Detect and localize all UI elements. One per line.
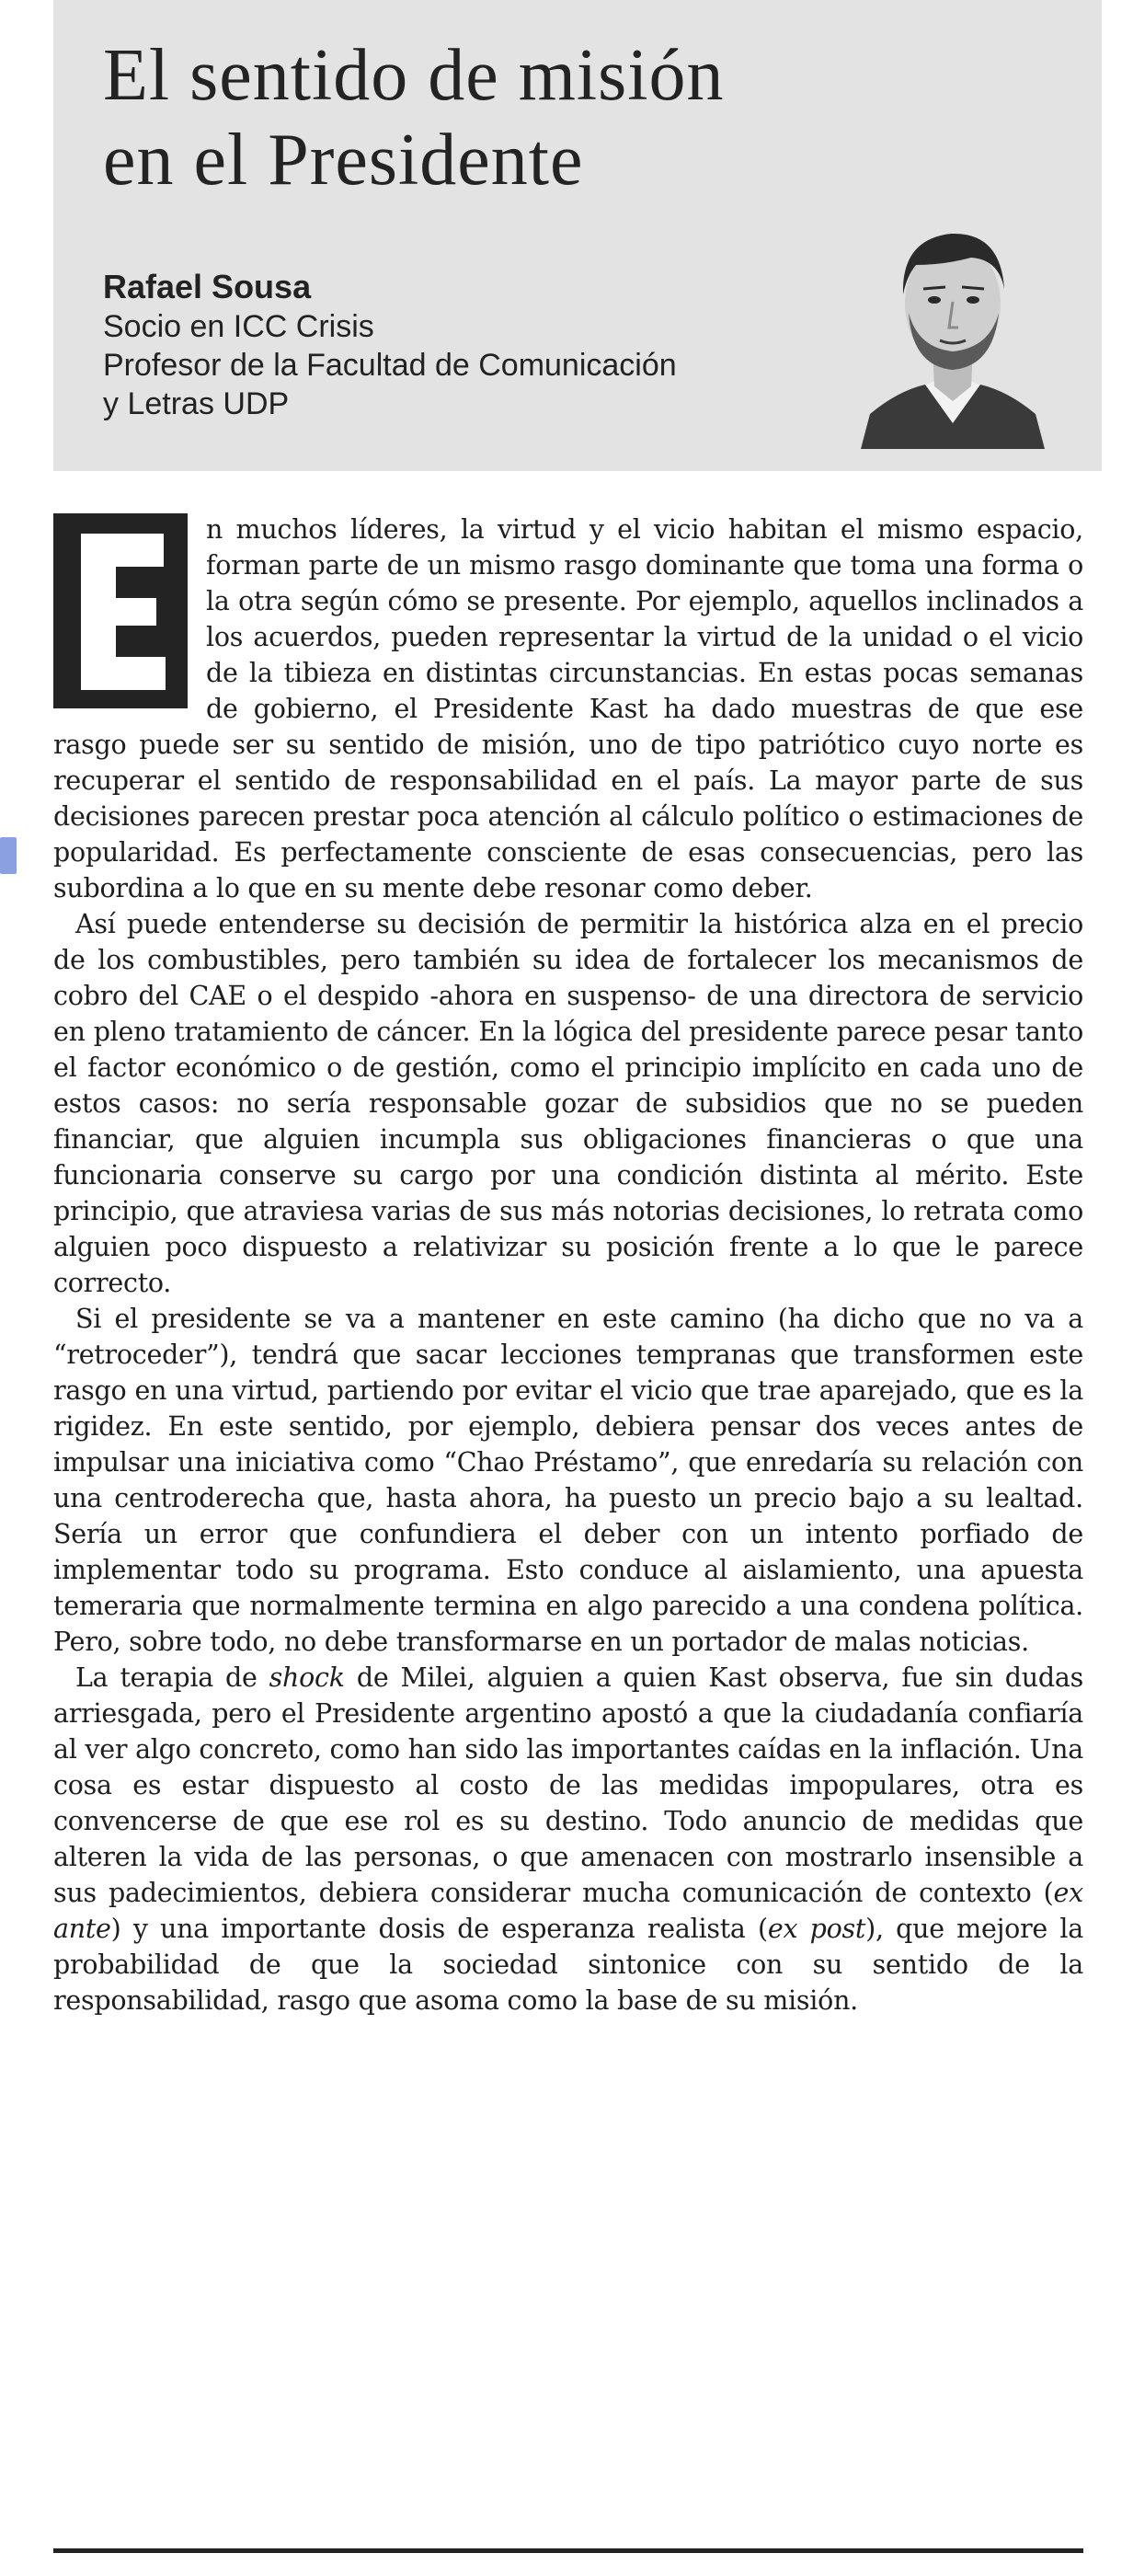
paragraph-4 bbox=[53, 1660, 1083, 2018]
dropcap bbox=[53, 513, 188, 708]
paragraph-3: Si el presidente se va a mantener en este camino (ha dicho que no va a “retroceder”), tendrá que sacar lecciones tempranas que transformen este rasgo en una virtud, partiendo por evitar el vicio que trae aparejado, que es la rigidez. En este sentido, por ejemplo, debiera pensar dos veces antes de impulsar una iniciativa como “Chao Préstamo”, que enredaría su relación con una centroderecha que, hasta ahora, ha puesto un precio bajo a su lealtad. Sería un error que confundiera el deber con un intento porfiado de implementar todo su programa. Esto conduce al aislamiento, una apuesta temeraria que normalmente termina en algo parecido a una condena política. Pero, sobre todo, no debe transformarse en un portador de malas noticias. bbox=[53, 1304, 1083, 1657]
italic-ex-ante: ex ante bbox=[53, 1878, 1083, 1944]
author-portrait bbox=[861, 193, 1045, 449]
dropcap-letter-e bbox=[53, 513, 188, 708]
paragraph-4-part-c: ) y una importante dosis de esperanza realista ( bbox=[110, 1914, 768, 1944]
italic-shock: shock bbox=[269, 1662, 345, 1693]
author-portrait-illustration bbox=[861, 193, 1045, 449]
author-block bbox=[103, 267, 857, 423]
headline-line-2: en el Presidente bbox=[103, 120, 584, 201]
article-body bbox=[53, 512, 1083, 2018]
author-role-2: Profesor de la Facultad de Comunicación bbox=[103, 348, 677, 383]
bottom-rule bbox=[53, 2548, 1083, 2553]
paragraph-4-part-d: ), que mejore la probabilidad de que la sociedad sintonice con su sentido de la responsabilidad, rasgo que asoma como la base de su misión. bbox=[53, 1914, 1083, 2016]
paragraph-4-part-a: La terapia de bbox=[75, 1662, 269, 1693]
paragraph-4-part-b: de Milei, alguien a quien Kast observa, fue sin dudas arriesgada, pero el Presidente argentino apostó a que la ciudadanía confiaría al ver algo concreto, como han sido las importantes caídas en la inflación. Una cosa es estar dispuesto al costo de las medidas impopulares, otra es convencerse de que ese rol es su destino. Todo anuncio de medidas que alteren la vida de las personas, o que amenacen con mostrarlo insensible a sus padecimientos, debiera considerar mucha comunicación de contexto ( bbox=[53, 1662, 1084, 1908]
paragraph-1 bbox=[53, 512, 1083, 906]
headline bbox=[103, 33, 725, 202]
author-role-1: Socio en ICC Crisis bbox=[103, 309, 374, 344]
paragraph-2: Así puede entenderse su decisión de permitir la histórica alza en el precio de los combustibles, pero también su idea de fortalecer los mecanismos de cobro del CAE o el despido -ahora en suspenso- de una directora de servicio en pleno tratamiento de cáncer. En la lógica del presidente parece pesar tanto el factor económico o de gestión, como el principio implícito en cada uno de estos casos: no sería responsable gozar de subsidios que no se pueden financiar, que alguien incumpla sus obligaciones financieras o que una funcionaria conserve su cargo por una condición distinta al mérito. Este principio, que atraviesa varias de sus más notorias decisiones, lo retrata como alguien poco dispuesto a relativizar su posición frente a lo que le parece correcto. bbox=[53, 909, 1083, 1298]
headline-line-1: El sentido de misión bbox=[103, 35, 725, 116]
author-name: Rafael Sousa bbox=[103, 268, 312, 305]
italic-ex-post: ex post bbox=[767, 1914, 866, 1944]
paragraph-1-text: n muchos líderes, la virtud y el vicio habitan el mismo espacio, forman parte de un mismo rasgo dominante que toma una forma o la otra según cómo se presente. Por ejemplo, aquellos inclinados a los acuerdos, pueden representar la virtud de la unidad o el vicio de la tibieza en distintas circunstancias. En estas pocas semanas de gobierno, el Presidente Kast ha dado muestras de que ese rasgo puede ser su sentido de misión, uno de tipo patriótico cuyo norte es recuperar el sentido de responsabilidad en el país. La mayor parte de sus decisiones parecen prestar poca atención al cálculo político o estimaciones de popularidad. Es perfectamente consciente de esas consecuencias, pero las subordina a lo que en su mente debe resonar como deber. bbox=[53, 514, 1083, 903]
author-role-3: y Letras UDP bbox=[103, 386, 290, 421]
page-edge-marker[interactable] bbox=[0, 837, 17, 874]
